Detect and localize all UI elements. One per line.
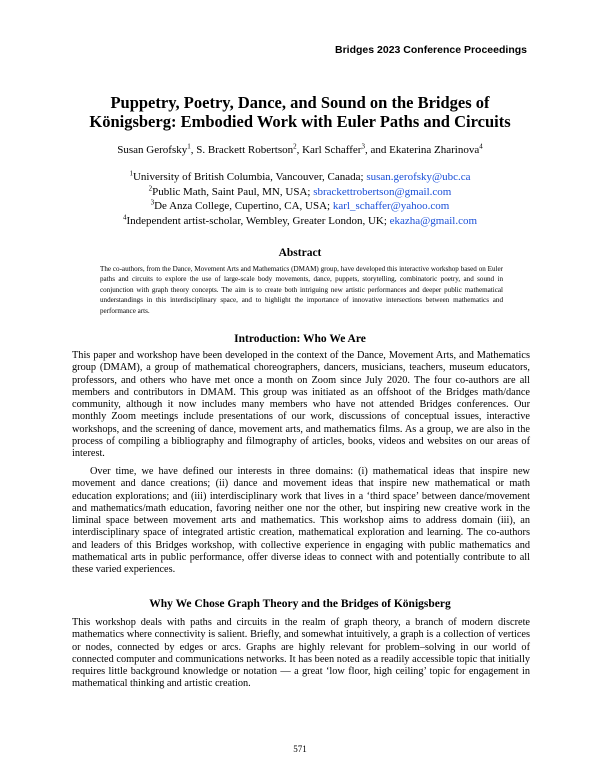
affiliation-text: Public Math, Saint Paul, MN, USA;: [152, 185, 314, 198]
body-paragraph: This paper and workshop have been developed in the context of the Dance, Movement Arts, and Mathematics group (DMAM), a group of mathematical choreographers, dancers, musicians, teachers, museum educators, professors, and others who have met once a month on Zoom since July 2020. The four co-authors are all members and contributors in DMAM. This group was initiated as an offshoot of the Bridges math/dance community, although it now includes many members who have not attended Bridges conferences. Our monthly Zoom meetings include presentations of our work, discussions of conceptual issues, interactive workshops, and the screening of dance, movement arts, and mathematics films. As a group, we are also in the process of compiling a bibliography and filmography of articles, books, videos and websites on our areas of interest.: [72, 350, 530, 460]
author-sep: ,: [190, 144, 197, 156]
affiliation-sup: 4: [122, 212, 127, 221]
body-paragraph: This workshop deals with paths and circuits in the realm of graph theory, a branch of modern discrete mathematics where connectivity is salient. Briefly, and somewhat intuitively, a graph is a collection of vertices or nodes, connected by edges or arcs. Graphs are highly relevant for problem–solving in our world of connected computer and communications networks. It has been noted as a readily accessible topic that initially requires little background knowledge or notation — a great ‘low floor, high ceiling’ topic for engagement in mathematical thinking and artistic creation.: [72, 617, 530, 690]
paper-title: [60, 93, 540, 131]
email-link[interactable]: sbrackettrobertson@gmail.com: [313, 185, 452, 198]
running-head: Bridges 2023 Conference Proceedings: [335, 44, 527, 56]
affiliation-line: [40, 199, 560, 214]
author-name: Ekaterina Zharinova: [389, 144, 480, 156]
affiliation-text: De Anza College, Cupertino, CA, USA;: [154, 200, 333, 212]
author-sup: 1: [187, 142, 191, 151]
email-link[interactable]: susan.gerofsky@ubc.ca: [366, 171, 471, 183]
abstract-text: The co-authors, from the Dance, Movement Arts and Mathematics (DMAM) group, have developed this interactive workshop based on Euler paths and circuits to explore the use of large-scale body movements, dance, puppets, storytelling, combinatoric poetry, and sound in conjunction with graph theory concepts. The aim is to create both intriguing new artistic performances and deeper public mathematical understandings in this interdisciplinary space, and to highlight the importance of innovative intersections between mathematics and performance arts.: [100, 265, 503, 315]
affiliation-line: [40, 170, 560, 185]
page-number: 571: [293, 744, 307, 754]
author-sup: 2: [293, 142, 297, 151]
author-name: Karl Schaffer: [302, 144, 362, 156]
author-sup: 4: [479, 142, 483, 151]
affiliations: [40, 170, 560, 228]
author-name: S. Brackett Robertson: [196, 144, 294, 156]
affiliation-text: Independent artist-scholar, Wembley, Greater London, UK;: [126, 214, 390, 227]
affiliation-sup: 3: [150, 198, 155, 207]
title-line-2: Königsberg: Embodied Work with Euler Paths and Circuits: [89, 112, 511, 131]
affiliation-text: University of British Columbia, Vancouver, Canada;: [132, 171, 367, 183]
author-sep: , and: [364, 144, 390, 156]
email-link[interactable]: ekazha@gmail.com: [389, 214, 478, 227]
author-name: Susan Gerofsky: [117, 144, 188, 156]
section-heading-introduction: Introduction: Who We Are: [234, 333, 366, 345]
affiliation-sup: 1: [129, 169, 133, 178]
email-link[interactable]: karl_schaffer@yahoo.com: [332, 200, 450, 212]
affiliation-line: [40, 214, 560, 229]
body-paragraph: Over time, we have defined our interests in three domains: (i) mathematical ideas that inspire new movement and dance creations; (ii) dance and movement ideas that inspire new mathematical or math education explorations; and (iii) interdisciplinary work that lives in a ‘third space’ between dance/movement and mathematics/math education, favoring neither one nor the other, but inspiring new creative work in the liminal space between movement arts and mathematics. This workshop aims to address domain (iii), an interdisciplinary space of integrated artistic creation, mathematical exploration and learning. The co-authors and leaders of this Bridges workshop, with collective experience in engaging with public mathematics and mathematical arts in public performance, offer diverse ideas to connect with and potentially contribute to all these varied experiences.: [72, 466, 530, 576]
affiliation-line: [40, 185, 560, 200]
abstract-heading: Abstract: [278, 247, 322, 259]
title-line-1: Puppetry, Poetry, Dance, and Sound on the Bridges of: [110, 93, 490, 112]
section-heading-graph-theory: Why We Chose Graph Theory and the Bridges of Königsberg: [149, 598, 451, 610]
author-list: [40, 144, 560, 156]
author-sup: 3: [361, 142, 365, 151]
affiliation-sup: 2: [148, 183, 153, 192]
author-sep: ,: [296, 144, 303, 156]
